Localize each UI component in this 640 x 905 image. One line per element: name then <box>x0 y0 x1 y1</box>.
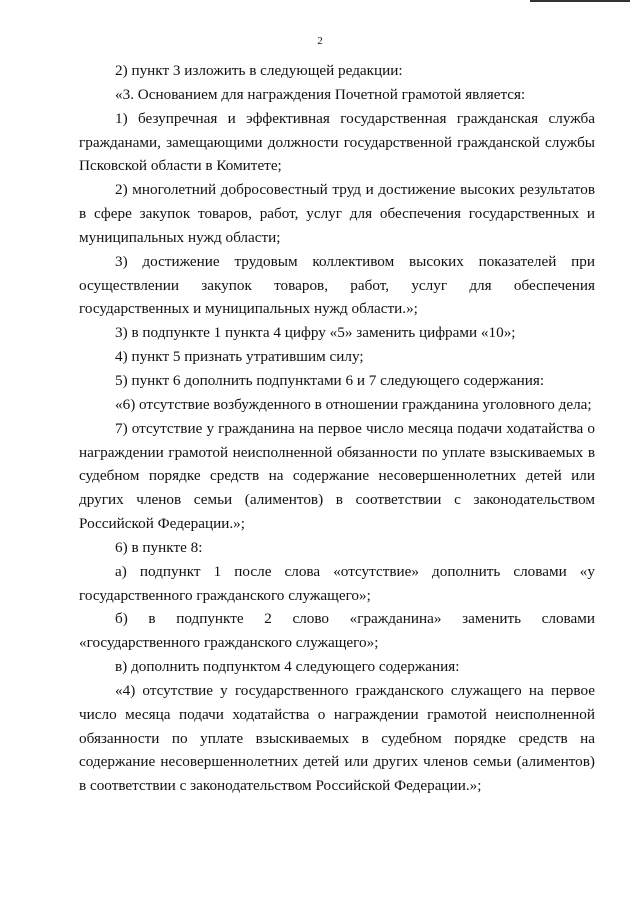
paragraph-6: 3) в подпункте 1 пункта 4 цифру «5» заменить цифрами «10»; <box>115 324 516 342</box>
paragraph-7: 4) пункт 5 признать утратившим силу; <box>115 348 364 366</box>
paragraph-4: 2) многолетний добросовестный труд и достижение высоких результатов в сфере закупок товаров, работ, услуг для обеспечения государственных и муниципальных нужд области; <box>79 181 595 246</box>
paragraph-13: б) в подпункте 2 слово «гражданина» заменить словами «государственного гражданского служащего»; <box>79 610 595 652</box>
paragraph-1: 2) пункт 3 изложить в следующей редакции: <box>115 62 403 79</box>
paragraph-3: 1) безупречная и эффективная государственная гражданская служба гражданами, замещающими должности государственной гражданской службы Псковской области в Комитете; <box>79 109 595 175</box>
paragraph-2: «3. Основанием для награждения Почетной грамотой является: <box>115 85 526 103</box>
paragraph-8: 5) пункт 6 дополнить подпунктами 6 и 7 следующего содержания: <box>115 371 545 389</box>
paragraph-5: 3) достижение трудовым коллективом высоких показателей при осуществлении закупок товаров, работ, услуг для обеспечения государственных и муниципальных нужд области.»; <box>79 252 595 318</box>
page-number: 2 <box>317 35 323 47</box>
paragraph-10: 7) отсутствие у гражданина на первое число месяца подачи ходатайства о награждении грамотой неисполненной обязанности по уплате взыскиваемых в судебном порядке средств на содержание несовершеннолетних детей или других членов семьи (алиментов) в соответствии с законодательством Российской Федерации.»; <box>79 419 595 533</box>
paragraph-12: а) подпункт 1 после слова «отсутствие» дополнить словами «у государственного гражданского служащего»; <box>79 562 595 604</box>
paragraph-9: «6) отсутствие возбужденного в отношении гражданина уголовного дела; <box>115 395 592 413</box>
document-body <box>79 59 595 798</box>
paragraph-14: в) дополнить подпунктом 4 следующего содержания: <box>115 658 460 676</box>
scan-edge-line <box>530 0 630 2</box>
paragraph-11: 6) в пункте 8: <box>115 538 203 556</box>
paragraph-15: «4) отсутствие у государственного гражданского служащего на первое число месяца подачи ходатайства о награждении грамотой неисполненной обязанности по уплате взыскиваемых в судебном порядке средств на содержание несовершеннолетних детей или других членов семьи (алиментов) в соответствии с законодательством Российской Федерации.»; <box>79 681 595 795</box>
